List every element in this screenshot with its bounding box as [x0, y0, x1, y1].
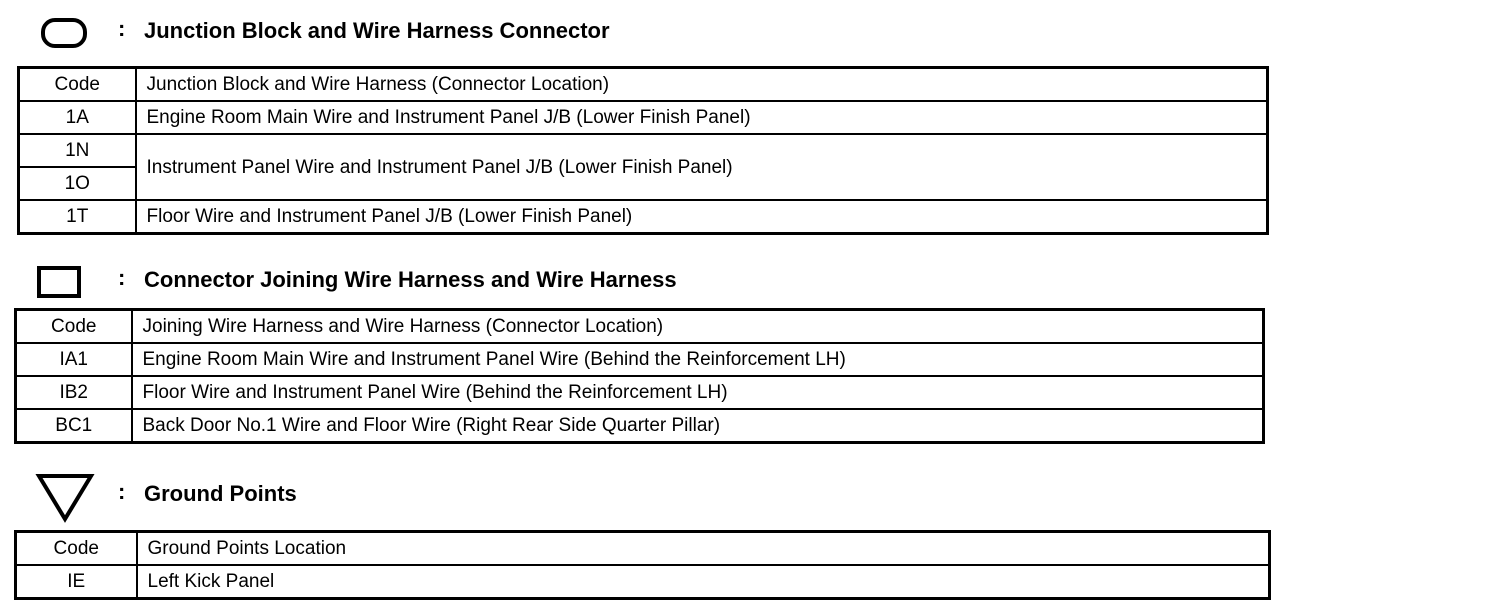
code-cell: IA1	[16, 343, 132, 376]
junction-block-symbol-icon	[0, 14, 110, 54]
table-row	[16, 343, 1264, 376]
heading-colon: :	[118, 265, 126, 290]
heading-colon: :	[118, 479, 126, 504]
location-header: Joining Wire Harness and Wire Harness (Connector Location)	[132, 310, 1264, 344]
table-row	[16, 565, 1270, 599]
connector-heading	[0, 262, 1300, 298]
code-header: Code	[19, 68, 136, 102]
table-header-row	[16, 532, 1270, 566]
location-header: Ground Points Location	[137, 532, 1270, 566]
table-row	[19, 200, 1268, 234]
code-cell: BC1	[16, 409, 132, 443]
location-cell: Back Door No.1 Wire and Floor Wire (Right Rear Side Quarter Pillar)	[132, 409, 1264, 443]
table-row	[16, 409, 1264, 443]
table-header-row	[16, 310, 1264, 344]
location-cell: Floor Wire and Instrument Panel Wire (Behind the Reinforcement LH)	[132, 376, 1264, 409]
location-cell: Engine Room Main Wire and Instrument Panel Wire (Behind the Reinforcement LH)	[132, 343, 1264, 376]
table-row	[19, 134, 1268, 167]
code-header: Code	[16, 532, 137, 566]
location-cell: Left Kick Panel	[137, 565, 1270, 599]
code-cell: 1N	[19, 134, 136, 167]
ground-points-heading	[0, 470, 1300, 526]
ground-point-triangle-icon	[0, 470, 110, 526]
junction-block-table	[17, 66, 1269, 235]
location-cell: Floor Wire and Instrument Panel J/B (Lower Finish Panel)	[136, 200, 1268, 234]
location-cell: Instrument Panel Wire and Instrument Panel J/B (Lower Finish Panel)	[136, 134, 1268, 200]
code-cell: 1A	[19, 101, 136, 134]
connector-table	[14, 308, 1265, 444]
location-cell: Engine Room Main Wire and Instrument Panel J/B (Lower Finish Panel)	[136, 101, 1268, 134]
connector-title: Connector Joining Wire Harness and Wire Harness	[144, 267, 677, 292]
code-cell: 1O	[19, 167, 136, 200]
table-header-row	[19, 68, 1268, 102]
table-row	[19, 101, 1268, 134]
code-header: Code	[16, 310, 132, 344]
heading-colon: :	[118, 16, 126, 41]
junction-block-title: Junction Block and Wire Harness Connector	[144, 18, 610, 43]
code-cell: 1T	[19, 200, 136, 234]
ground-points-title: Ground Points	[144, 481, 297, 506]
code-cell: IB2	[16, 376, 132, 409]
location-header: Junction Block and Wire Harness (Connector Location)	[136, 68, 1268, 102]
connector-symbol-icon	[0, 262, 110, 302]
junction-block-heading	[0, 14, 1300, 50]
ground-points-table	[14, 530, 1271, 600]
code-cell: IE	[16, 565, 137, 599]
table-row	[16, 376, 1264, 409]
